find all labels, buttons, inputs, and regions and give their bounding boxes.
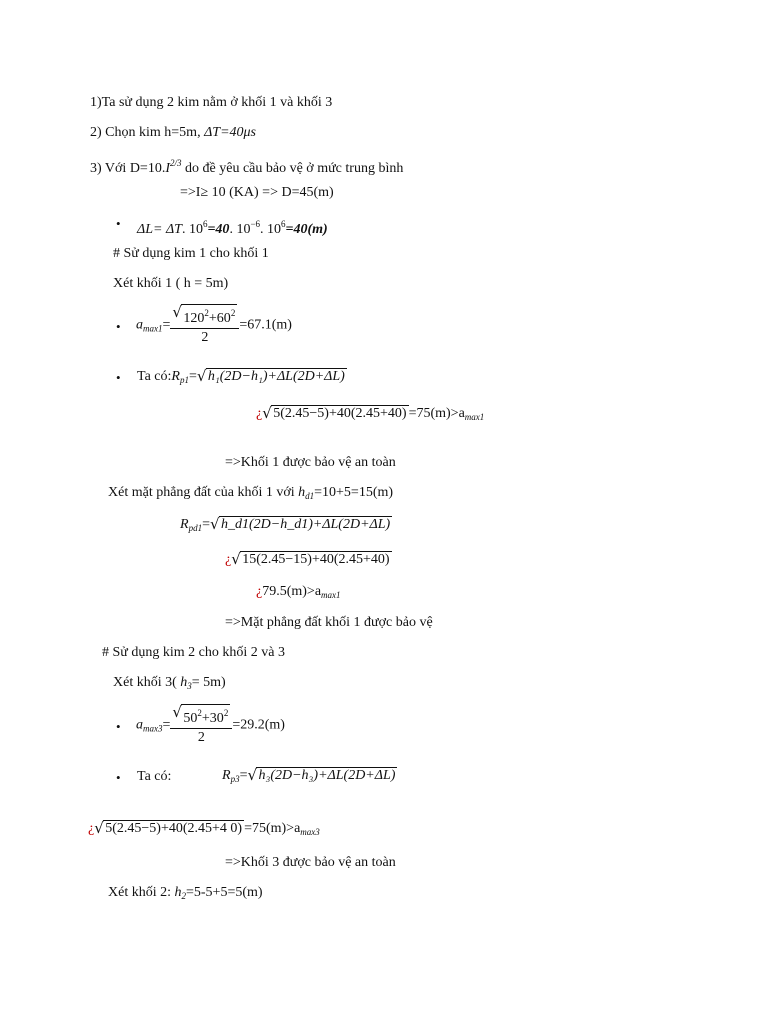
line-d-result: =>I≥ 10 (KA) => D=45(m) <box>180 185 334 200</box>
bullet-icon: • <box>116 216 121 231</box>
formula-rpd1-result: ¿$79.5(m)>a_{max1}$ <box>256 584 341 600</box>
line-ground-1: Xét mặt phẳng đất của khối 1 với $h_{d1}=10+5=15(m)$ <box>108 485 394 501</box>
bullet-icon: • <box>116 370 121 385</box>
formula-amax1: $a_{max1}=$ √ $\frac{120^2+60^2}{2}$ =67.1(m) <box>136 304 292 347</box>
formula-rp1: Ta $có:R_{p1}=√$ h₁(2D−h₁)+ΔL(2D+ΔL) <box>137 368 347 389</box>
line-block-1: Xét khối 1 ( h = 5m) <box>113 276 229 291</box>
line-block-3-safe: =>Khối 3 được bảo vệ an toàn <box>225 855 396 870</box>
bullet-icon: • <box>116 770 121 785</box>
formula-amax3: $a_{max3}=$ √ $\frac{50^2+30^2}{2}$ =29.2(m) <box>136 704 285 747</box>
line-block-3: Xét khối 3( $h_3= 5m$) <box>113 675 226 691</box>
heading-rod-1: # Sử dụng kim 1 cho khối 1 <box>113 246 269 261</box>
line-block-2: Xét khối 2: $h_2=5-5+5=5(m)$ <box>108 885 263 901</box>
line-ground-1-safe: =>Mặt phẳng đất khối 1 được bảo vệ <box>225 615 433 630</box>
formula-rp1-value: ¿√ $5(2.45-5)+40(2.45+40) =75(m)>a_{max1}$ <box>256 405 484 426</box>
line-delta-l: ΔL= ΔT. $10^6=40$. $10^{-6}$. $10^6=40(m)$ <box>137 219 328 237</box>
heading-rod-2: # Sử dụng kim 2 cho khối 2 và 3 <box>102 645 285 660</box>
line-choose-rod: 2) Chọn kim h=5m, ΔT=40μs <box>90 125 257 140</box>
formula-rp3-value: ¿√ 5(2.45−5)+40(2.45+4 $0) =75(m)>a_{max3}$ <box>88 820 320 841</box>
line-d-formula: 3) Với $D=10.I^{2/3}$ do đề yêu cầu bảo vệ ở mức trung bình <box>90 158 404 176</box>
formula-rpd1-value: ¿√ 15(2.45−15)+40(2.45+40) <box>225 551 392 569</box>
formula-rp3-label: Ta có: <box>137 769 172 784</box>
line-block-1-safe: =>Khối 1 được bảo vệ an toàn <box>225 455 396 470</box>
formula-rp3: $R_{p3}=√$ h₃(2D−h₃)+ΔL(2D+ΔL) <box>222 767 397 788</box>
bullet-icon: • <box>116 719 121 734</box>
line-use-two-rods: 1)Ta sử dụng 2 kim nằm ở khối 1 và khối 3 <box>90 95 333 110</box>
bullet-icon: • <box>116 319 121 334</box>
formula-rpd1: $R_{pd1}=√$ h_d1(2D−h_d1)+ΔL(2D+ΔL) <box>180 516 392 537</box>
